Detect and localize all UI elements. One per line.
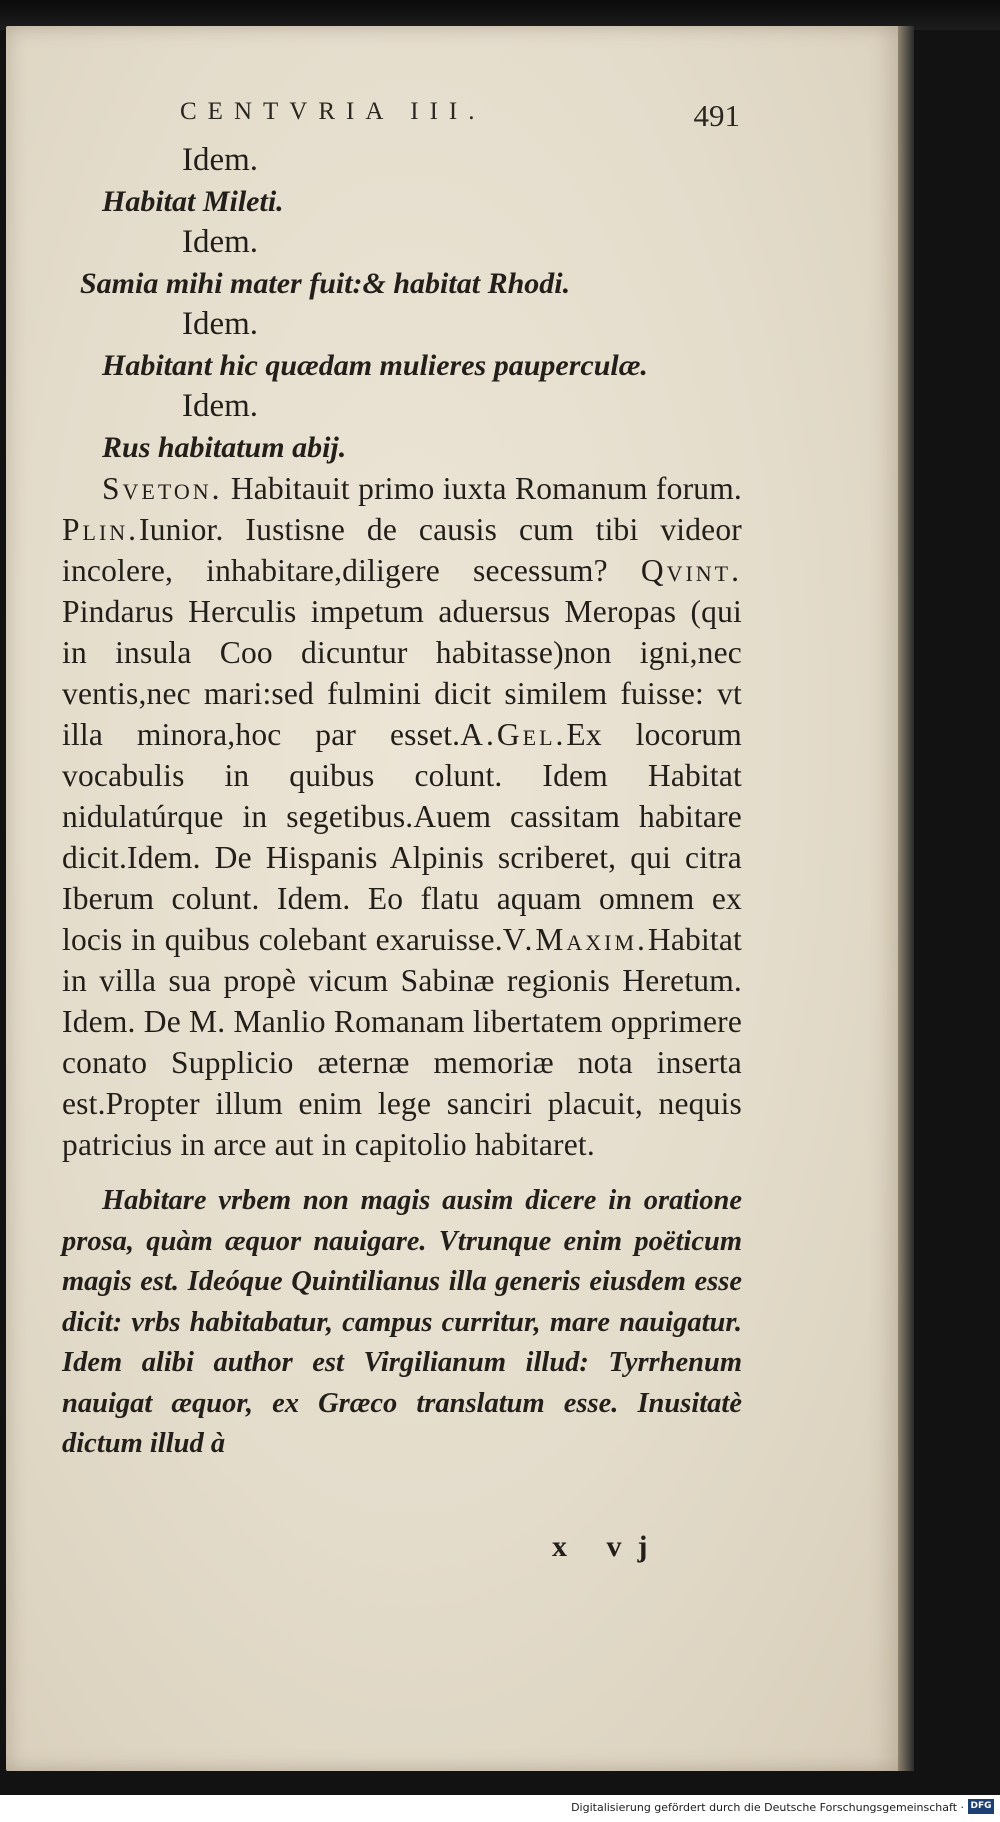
running-head [180,98,740,134]
idem-heading: Idem. [182,224,259,260]
quotation-line: Habitat Mileti. [102,185,284,218]
signature-mark: x vj [552,1530,664,1563]
author-abbrev: Sveton. [102,471,223,506]
idem-heading: Idem. [182,388,259,424]
quotation-line: Rus habitatum abij. [102,431,347,464]
citation-paragraph [62,468,742,1165]
page-number: 491 [693,98,740,133]
idem-heading: Idem. [182,306,259,342]
author-abbrev: V.Maxim. [502,922,648,957]
running-head-title: CENTVRIA III. [180,98,486,125]
commentary-note: Habitare vrbem non magis ausim dicere in oratione prosa, quàm æquor nauigare. Vtrunque enim poëticum magis est. Ideóque Quintilianus illa generis eiusdem esse dicit: vrbs habitabatur, campus curritur, mare nauigatur. Idem alibi author est Virgilianum illud: Tyrrhenum nauigat æquor, ex Græco translatum esse. Inusitatè dictum illud à [62,1185,742,1459]
citation-text: Iunior. Iustisne de causis cum tibi videor incolere, inhabitare,diligere secessum? [62,512,742,588]
dfg-logo: DFG [968,1799,994,1814]
digitization-credit: Digitalisierung gefördert durch die Deutsche Forschungsgemeinschaft · [571,1801,964,1814]
citation-text: Pindarus Herculis impetum aduersus Meropas (qui in insula Coo dicuntur habitasse)non igni,nec ventis,nec mari:sed fulmini dicit similem fuisse: vt illa minora,hoc par esset. [62,594,742,752]
author-abbrev: Qvint. [640,553,742,588]
idem-heading: Idem. [182,142,259,178]
page-edge-shadow [898,26,914,1771]
author-abbrev: A.Gel. [460,717,567,752]
citation-text: Ex locorum vocabulis in quibus colunt. Idem Habitat nidulatúrque in segetibus.Auem cassitam habitare dicit.Idem. De Hispanis Alpinis scriberet, qui citra Iberum colunt. Idem. Eo flatu aquam omnem ex locis in quibus colebant exaruisse. [62,717,742,957]
author-abbrev: Plin. [62,512,140,547]
citation-text: Habitauit primo iuxta Romanum forum. [222,471,742,506]
citation-text: Habitat in villa sua propè vicum Sabinæ regionis Heretum. Idem. De M. Manlio Romanam libertatem opprimere conato Supplicio æternæ memoriæ nota inserta est.Propter illum enim lege sanciri placuit, nequis patricius in arce aut in capitolio habitaret. [62,922,742,1162]
quotation-line: Habitant hic quædam mulieres pauperculæ. [102,349,648,382]
page-text [62,140,742,1465]
quotation-line: Samia mihi mater fuit:& habitat Rhodi. [80,267,571,300]
